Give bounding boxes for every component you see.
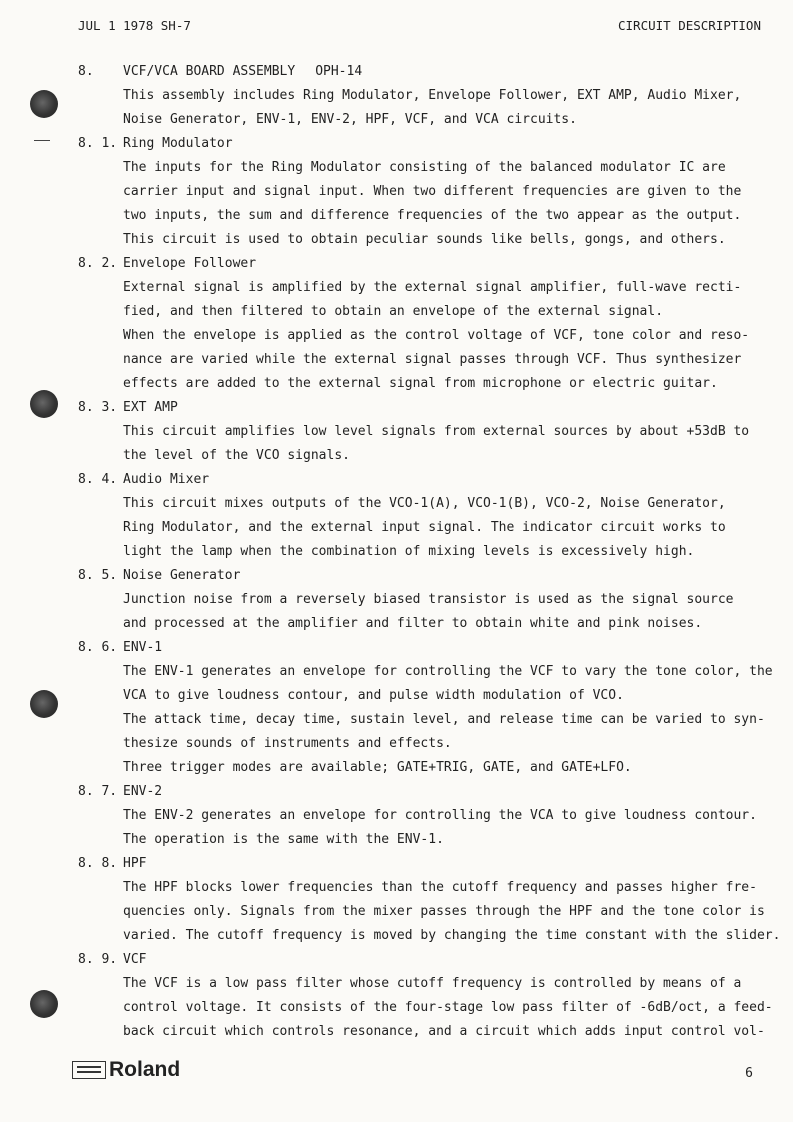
subsection-title: ENV-1: [123, 640, 163, 655]
text-line: the level of the VCO signals.: [123, 448, 350, 463]
text-line: The operation is the same with the ENV-1.: [123, 832, 444, 847]
text-line: The inputs for the Ring Modulator consisting of the balanced modulator IC are: [123, 160, 726, 175]
text-line: This circuit is used to obtain peculiar sounds like bells, gongs, and others.: [123, 232, 726, 247]
subsection-title: Audio Mixer: [123, 472, 210, 487]
punch-hole: [30, 990, 58, 1018]
text-line: back circuit which controls resonance, and a circuit which adds input control vol-: [123, 1024, 765, 1039]
subsection-heading: [78, 948, 768, 972]
text-line: carrier input and signal input. When two different frequencies are given to the: [123, 184, 742, 199]
subsection: [78, 948, 773, 1044]
text-line: Noise Generator, ENV-1, ENV-2, HPF, VCF, and VCA circuits.: [123, 112, 577, 127]
subsection-heading: [78, 780, 768, 804]
text-line: and processed at the amplifier and filter to obtain white and pink noises.: [123, 616, 703, 631]
subsection-heading: [78, 132, 768, 156]
subsection-heading: [78, 468, 768, 492]
page-number: 6: [745, 1066, 753, 1081]
brand-logo: [72, 1058, 180, 1082]
subsection: [78, 132, 768, 252]
text-line: This circuit amplifies low level signals from external sources by about +53dB to: [123, 424, 750, 439]
punch-hole: [30, 690, 58, 718]
subsection: [78, 468, 768, 564]
subsection-title: ENV-2: [123, 784, 163, 799]
subsection-number: 8. 4.: [78, 472, 118, 487]
subsection-heading: [78, 396, 768, 420]
text-line: thesize sounds of instruments and effects.: [123, 736, 452, 751]
subsection: [78, 252, 768, 396]
subsection-title: HPF: [123, 856, 147, 871]
header-section-title: CIRCUIT DESCRIPTION: [618, 18, 761, 33]
subsection-number: 8. 8.: [78, 856, 118, 871]
text-line: External signal is amplified by the external signal amplifier, full-wave recti-: [123, 280, 742, 295]
subsection-number: 8. 9.: [78, 952, 118, 967]
subsection: [78, 396, 768, 468]
text-line: The VCF is a low pass filter whose cutoff frequency is controlled by means of a: [123, 976, 742, 991]
subsection-number: 8. 6.: [78, 640, 118, 655]
main-paragraph: [78, 84, 768, 132]
subsection: [78, 852, 781, 948]
subsection-title: Envelope Follower: [123, 256, 257, 271]
subsection: [78, 636, 773, 780]
text-line: effects are added to the external signal from microphone or electric guitar.: [123, 376, 718, 391]
text-line: The ENV-2 generates an envelope for controlling the VCA to give loudness contour.: [123, 808, 757, 823]
subsection-title: EXT AMP: [123, 400, 178, 415]
subsection-number: 8. 3.: [78, 400, 118, 415]
brand-name: Roland: [109, 1058, 181, 1081]
text-line: Ring Modulator, and the external input signal. The indicator circuit works to: [123, 520, 726, 535]
subsection-title: Ring Modulator: [123, 136, 233, 151]
punch-hole: [30, 90, 58, 118]
subsection-list: [78, 132, 781, 1044]
subsection: [78, 564, 768, 636]
subsection-heading: [78, 852, 768, 876]
margin-mark: [34, 140, 50, 141]
subsection-heading: [78, 252, 768, 276]
main-heading: [78, 60, 768, 84]
text-line: The attack time, decay time, sustain level, and release time can be varied to syn-: [123, 712, 765, 727]
document-body: [78, 60, 781, 1044]
text-line: two inputs, the sum and difference frequencies of the two appear as the output.: [123, 208, 742, 223]
subsection-number: 8. 7.: [78, 784, 118, 799]
header-date-ref: JUL 1 1978 SH-7: [78, 18, 191, 33]
section-title: VCF/VCA BOARD ASSEMBLY: [123, 64, 296, 79]
text-line: The HPF blocks lower frequencies than the cutoff frequency and passes higher fre-: [123, 880, 757, 895]
board-code: OPH-14: [315, 64, 363, 79]
subsection-heading: [78, 564, 768, 588]
text-line: This assembly includes Ring Modulator, Envelope Follower, EXT AMP, Audio Mixer,: [123, 88, 742, 103]
subsection-number: 8. 1.: [78, 136, 118, 151]
text-line: quencies only. Signals from the mixer passes through the HPF and the tone color is: [123, 904, 765, 919]
subsection-title: VCF: [123, 952, 147, 967]
punch-hole: [30, 390, 58, 418]
text-line: The ENV-1 generates an envelope for controlling the VCF to vary the tone color, the: [123, 664, 773, 679]
text-line: light the lamp when the combination of mixing levels is excessively high.: [123, 544, 695, 559]
subsection-heading: [78, 636, 768, 660]
subsection-title: Noise Generator: [123, 568, 241, 583]
text-line: nance are varied while the external signal passes through VCF. Thus synthesizer: [123, 352, 742, 367]
text-line: control voltage. It consists of the four-stage low pass filter of -6dB/oct, a feed-: [123, 1000, 773, 1015]
text-line: When the envelope is applied as the control voltage of VCF, tone color and reso-: [123, 328, 750, 343]
section-number: 8.: [78, 64, 94, 79]
subsection-number: 8. 2.: [78, 256, 118, 271]
roland-mark-icon: [72, 1061, 106, 1079]
subsection-number: 8. 5.: [78, 568, 118, 583]
subsection: [78, 780, 768, 852]
text-line: Junction noise from a reversely biased transistor is used as the signal source: [123, 592, 734, 607]
text-line: This circuit mixes outputs of the VCO-1(A), VCO-1(B), VCO-2, Noise Generator,: [123, 496, 726, 511]
text-line: varied. The cutoff frequency is moved by changing the time constant with the slider.: [123, 928, 781, 943]
text-line: Three trigger modes are available; GATE+TRIG, GATE, and GATE+LFO.: [123, 760, 632, 775]
text-line: VCA to give loudness contour, and pulse width modulation of VCO.: [123, 688, 624, 703]
text-line: fied, and then filtered to obtain an envelope of the external signal.: [123, 304, 664, 319]
